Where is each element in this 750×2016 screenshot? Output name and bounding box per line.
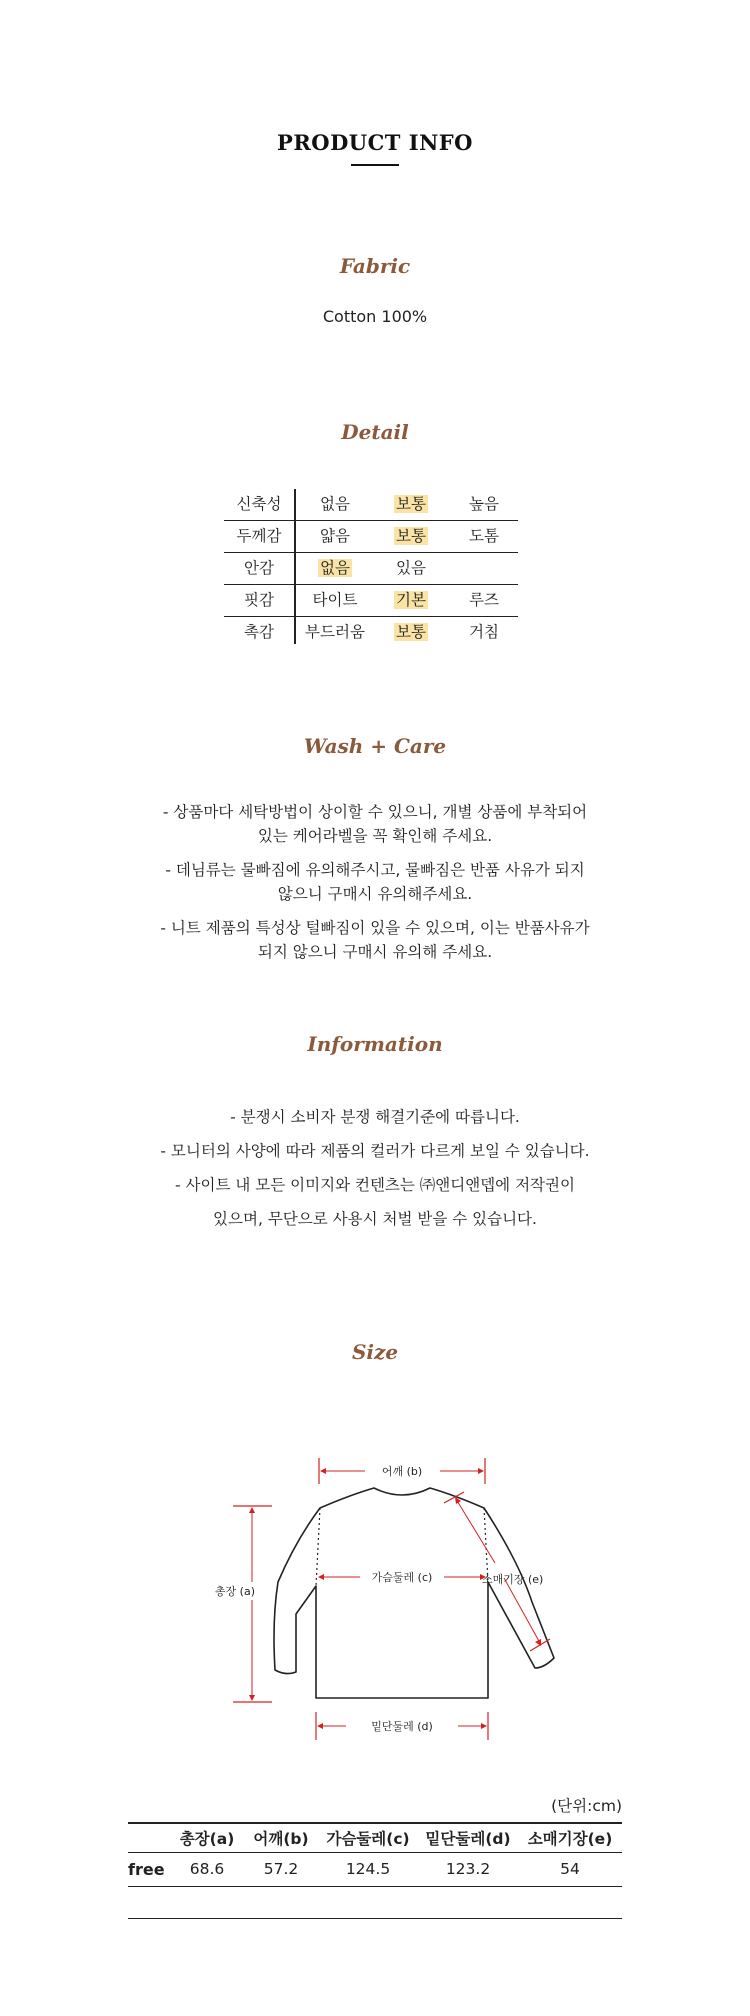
detail-option-selected: 보통 — [396, 623, 426, 641]
care-line: - 데님류는 물빠짐에 유의해주시고, 물빠짐은 반품 사유가 되지 — [165, 861, 585, 879]
size-row-label: free — [128, 1860, 165, 1879]
size-header: 소매기장(e) — [527, 1830, 613, 1848]
detail-option-selected: 기본 — [396, 591, 426, 609]
detail-option: 없음 — [320, 495, 350, 513]
hem-label: 밑단둘레 (d) — [371, 1720, 433, 1733]
detail-option: 부드러움 — [305, 623, 365, 641]
detail-option-selected: 보통 — [396, 495, 426, 513]
detail-option: 얇음 — [320, 527, 350, 545]
fabric-text: Cotton 100% — [322, 307, 428, 326]
care-line: 있는 케어라벨을 꼭 확인해 주세요. — [257, 827, 493, 845]
size-header: 어깨(b) — [253, 1830, 309, 1848]
size-value: 57.2 — [263, 1860, 299, 1878]
chest-label: 가슴둘레 (c) — [371, 1571, 433, 1584]
table-top-rule — [128, 1822, 622, 1824]
care-line: - 니트 제품의 특성상 털빠짐이 있을 수 있으며, 이는 반품사유가 — [160, 919, 590, 937]
size-value: 68.6 — [189, 1860, 225, 1878]
care-line: 되지 않으니 구매시 유의해 주세요. — [257, 943, 493, 961]
sleeve-label: 소매기장 (e) — [482, 1573, 544, 1586]
detail-label: 핏감 — [244, 591, 274, 609]
fabric-section-title: Fabric — [339, 254, 411, 278]
size-header: 가슴둘레(c) — [326, 1830, 410, 1848]
size-section-title: Size — [351, 1340, 399, 1364]
information-section-title: Information — [307, 1032, 443, 1056]
detail-option-selected: 없음 — [320, 559, 350, 577]
page-title: PRODUCT INFO — [277, 130, 473, 155]
detail-row — [224, 489, 518, 521]
size-header: 총장(a) — [179, 1830, 235, 1848]
left-armhole-seam — [316, 1508, 320, 1586]
length-label: 총장 (a) — [214, 1585, 255, 1598]
care-line: - 상품마다 세탁방법이 상이할 수 있으니, 개별 상품에 부착되어 — [162, 803, 588, 821]
table-bottom-rule — [128, 1918, 622, 1919]
size-value: 123.2 — [445, 1860, 491, 1878]
detail-section-title: Detail — [341, 420, 409, 444]
table-header-rule — [128, 1852, 622, 1853]
detail-row — [224, 617, 518, 648]
detail-option-selected: 보통 — [396, 527, 426, 545]
size-header: 밑단둘레(d) — [425, 1830, 511, 1848]
detail-label: 신축성 — [236, 495, 282, 513]
size-value: 54 — [560, 1860, 580, 1878]
care-line: 않으니 구매시 유의해주세요. — [277, 885, 473, 903]
information-line: - 분쟁시 소비자 분쟁 해결기준에 따릅니다. — [230, 1108, 520, 1126]
detail-label: 두께감 — [236, 527, 282, 545]
detail-option: 타이트 — [312, 591, 358, 609]
detail-option: 거침 — [469, 623, 499, 641]
information-line: - 사이트 내 모든 이미지와 컨텐츠는 ㈜앤디앤뎁에 저작권이 — [175, 1176, 575, 1194]
title-underline — [351, 164, 399, 166]
detail-option: 높음 — [469, 495, 499, 513]
detail-option: 루즈 — [469, 591, 499, 609]
detail-row — [224, 521, 518, 553]
table-row-rule — [128, 1886, 622, 1887]
size-value: 124.5 — [345, 1860, 391, 1878]
unit-label: (단위:cm) — [551, 1797, 622, 1815]
detail-row — [224, 553, 518, 585]
detail-option: 있음 — [396, 559, 426, 577]
detail-label: 안감 — [244, 559, 274, 577]
detail-row — [224, 585, 518, 617]
information-line: 있으며, 무단으로 사용시 처벌 받을 수 있습니다. — [213, 1210, 537, 1228]
information-line: - 모니터의 사양에 따라 제품의 컬러가 다르게 보일 수 있습니다. — [160, 1142, 590, 1160]
detail-table — [224, 489, 518, 648]
detail-option: 도톰 — [469, 527, 499, 545]
shoulder-label: 어깨 (b) — [381, 1465, 423, 1478]
detail-label: 촉감 — [244, 623, 274, 641]
care-section-title: Wash + Care — [303, 734, 447, 758]
size-diagram — [214, 1450, 580, 1750]
